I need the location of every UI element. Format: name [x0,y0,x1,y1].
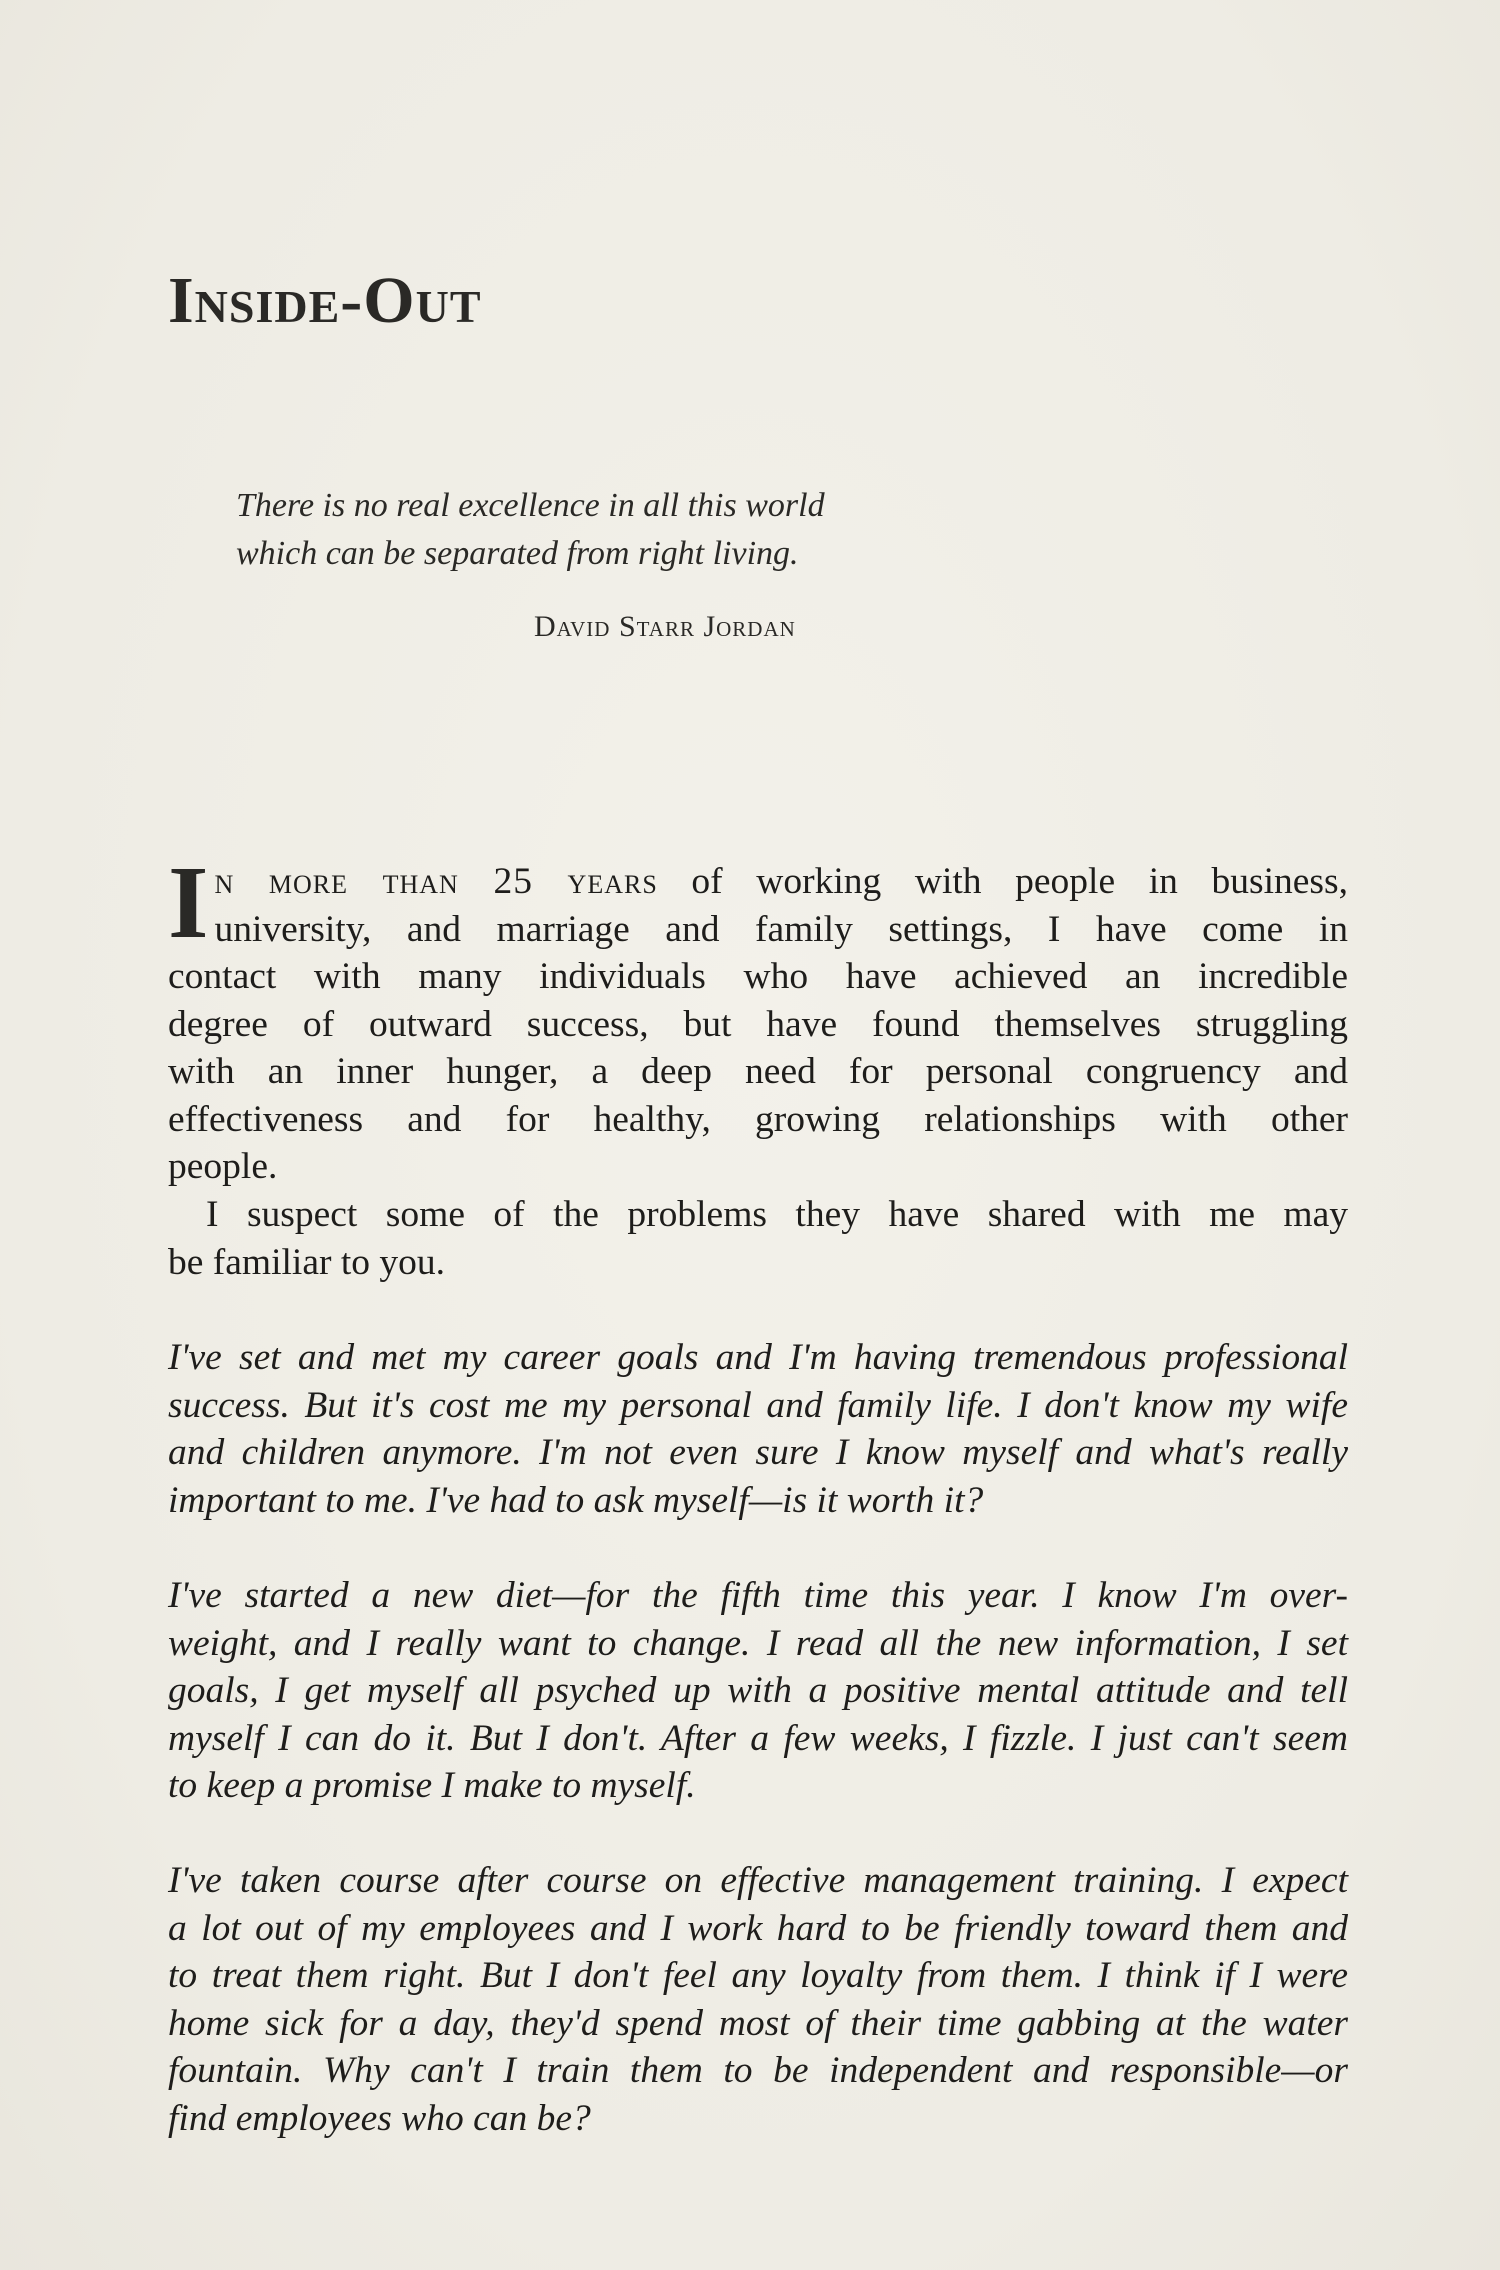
second-paragraph [168,1191,1348,1286]
quote-line: weight, and I really want to change. I read all the new information, I set [168,1622,1348,1664]
paragraph-line [168,1191,1348,1239]
drop-cap: I [168,845,209,960]
quote-line: home sick for a day, they'd spend most of their time gabbing at the water [168,2002,1348,2044]
paragraph-line [168,858,1348,906]
epigraph [236,482,936,578]
paragraph-line: contact with many individuals who have achieved an incredible [168,956,1348,997]
epigraph-line: which can be separated from right living. [236,535,799,572]
quote-line: a lot out of my employees and I work hard to be friendly toward them and [168,1907,1348,1949]
quote-line: find employees who can be? [168,2097,591,2139]
epigraph-author: David Starr Jordan [534,610,796,643]
paragraph-line: effectiveness and for healthy, growing relationships with other [168,1098,1348,1140]
quote-line: and children anymore. I'm not even sure I know myself and what's really [168,1432,1348,1473]
opening-paragraph [168,845,1348,1191]
chapter-title: Inside-Out [168,264,482,337]
quote-line: fountain. Why can't I train them to be independent and responsible—or [168,2050,1348,2091]
paragraph-line: university, and marriage and family settings, I have come in [214,908,1348,950]
epigraph-line: There is no real excellence in all this world [236,487,825,524]
paragraph-line: degree of outward success, but have found themselves struggling [168,1003,1348,1045]
quote-management [168,1857,1348,2142]
quote-line: to treat them right. But I don't feel any loyalty from them. I think if I were [168,1955,1348,1996]
quote-line: success. But it's cost me my personal and family life. I don't know my wife [168,1384,1348,1426]
paragraph-line: be familiar to you. [168,1241,446,1283]
quote-line: I've started a new diet—for the fifth time this year. I know I'm over- [168,1575,1348,1616]
quote-line: important to me. I've had to ask myself—is it worth it? [168,1479,984,1521]
lead-in-small-caps: n more than 25 years [214,861,658,902]
quote-career [168,1334,1348,1524]
quote-diet [168,1572,1348,1810]
quote-line: goals, I get myself all psyched up with a positive mental attitude and tell [168,1670,1348,1711]
quote-line: to keep a promise I make to myself. [168,1765,696,1806]
paragraph-line: people. [168,1146,278,1187]
quote-line: I've taken course after course on effective management training. I expect [168,1860,1348,1901]
quote-line: myself I can do it. But I don't. After a few weeks, I fizzle. I just can't seem [168,1717,1348,1759]
paragraph-line: with an inner hunger, a deep need for personal congruency and [168,1051,1348,1092]
quote-line: I've set and met my career goals and I'm having tremendous professional [168,1337,1348,1378]
line-text: I suspect some of the problems they have shared with me may [206,1194,1348,1235]
line-text: of working with people in business, [691,861,1348,902]
